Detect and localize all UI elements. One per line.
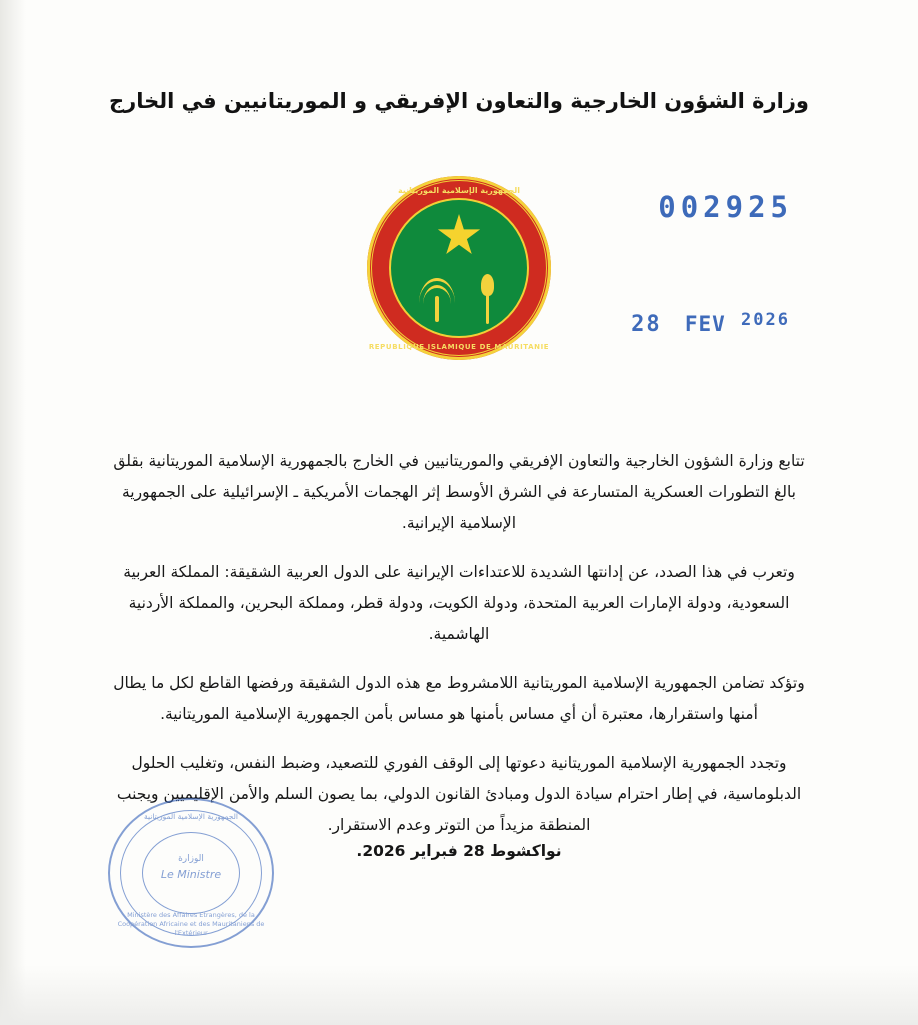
registration-number-stamp [658,190,793,224]
emblem-ring-text-french: REPUBLIQUE ISLAMIQUE DE MAURITANIE [368,343,550,351]
scan-shadow-bottom [0,965,918,1025]
registration-number-value: 002925 [658,190,793,224]
date-stamp-month: FEV [684,312,726,336]
emblem-inner-field [389,198,529,338]
statement-body [108,446,810,841]
seal-arc-bottom-text: Ministère des Affaires Etrangères, de la Coopération Africaine et des Mauritaniens de l'Extérieur [117,910,265,937]
seal-center-arabic: الوزارة [178,854,204,864]
emblem-outer-ring [367,176,551,360]
palm-tree-icon [417,276,457,322]
national-emblem [367,176,551,360]
date-stamp [631,312,790,337]
paragraph-4: وتجدد الجمهورية الإسلامية الموريتانية دعوتها إلى الوقف الفوري للتصعيد، وضبط النفس، وتغليب الحلول الدبلوماسية، في إطار احترام سيادة الدول ومبادئ القانون الدولي، بما يصون السلم والأمن الإقليميين ويجنب المنطقة مزيداً من التوتر وعدم الاستقرار. [116,754,802,834]
seal-arc-top-text: الجمهورية الإسلامية الموريتانية [143,812,238,821]
date-stamp-year: 2026 [741,310,790,330]
emblem-ring-text-arabic: الجمهورية الإسلامية الموريتانية [397,186,521,195]
date-stamp-day: 28 [631,312,662,337]
star-icon [437,214,481,258]
paragraph-2: وتعرب في هذا الصدد، عن إدانتها الشديدة للاعتداءات الإيرانية على الدول العربية الشقيقة: المملكة العربية السعودية، ودولة الإمارات العربية المتحدة، ودولة الكويت، ودولة قطر، ومملكة البحرين، والمملكة الأردنية الهاشمية. [123,563,795,643]
millet-plant-icon [469,274,503,324]
paragraph-1: تتابع وزارة الشؤون الخارجية والتعاون الإفريقي والموريتانيين في الخارج بالجمهورية الإسلامية الموريتانية بقلق بالغ التطورات العسكرية المتسارعة في الشرق الأوسط إثر الهجمات الأمريكية ـ الإسرائيلية على الجمهورية الإسلامية الإيرانية. [113,452,805,532]
scan-shadow-left [0,0,26,1025]
seal-center-french: Le Ministre [160,868,222,881]
official-seal [108,798,274,948]
paragraph-3: وتؤكد تضامن الجمهورية الإسلامية الموريتانية اللامشروط مع هذه الدول الشقيقة ورفضها القاطع لكل ما يطال أمنها واستقرارها، معتبرة أن أي مساس بأمنها هو مساس بأمن الجمهورية الإسلامية الموريتانية. [113,674,805,723]
place-and-date-line: نواكشوط 28 فبراير 2026. [356,842,562,860]
ministry-header-title: وزارة الشؤون الخارجية والتعاون الإفريقي و الموريتانيين في الخارج [109,89,809,113]
